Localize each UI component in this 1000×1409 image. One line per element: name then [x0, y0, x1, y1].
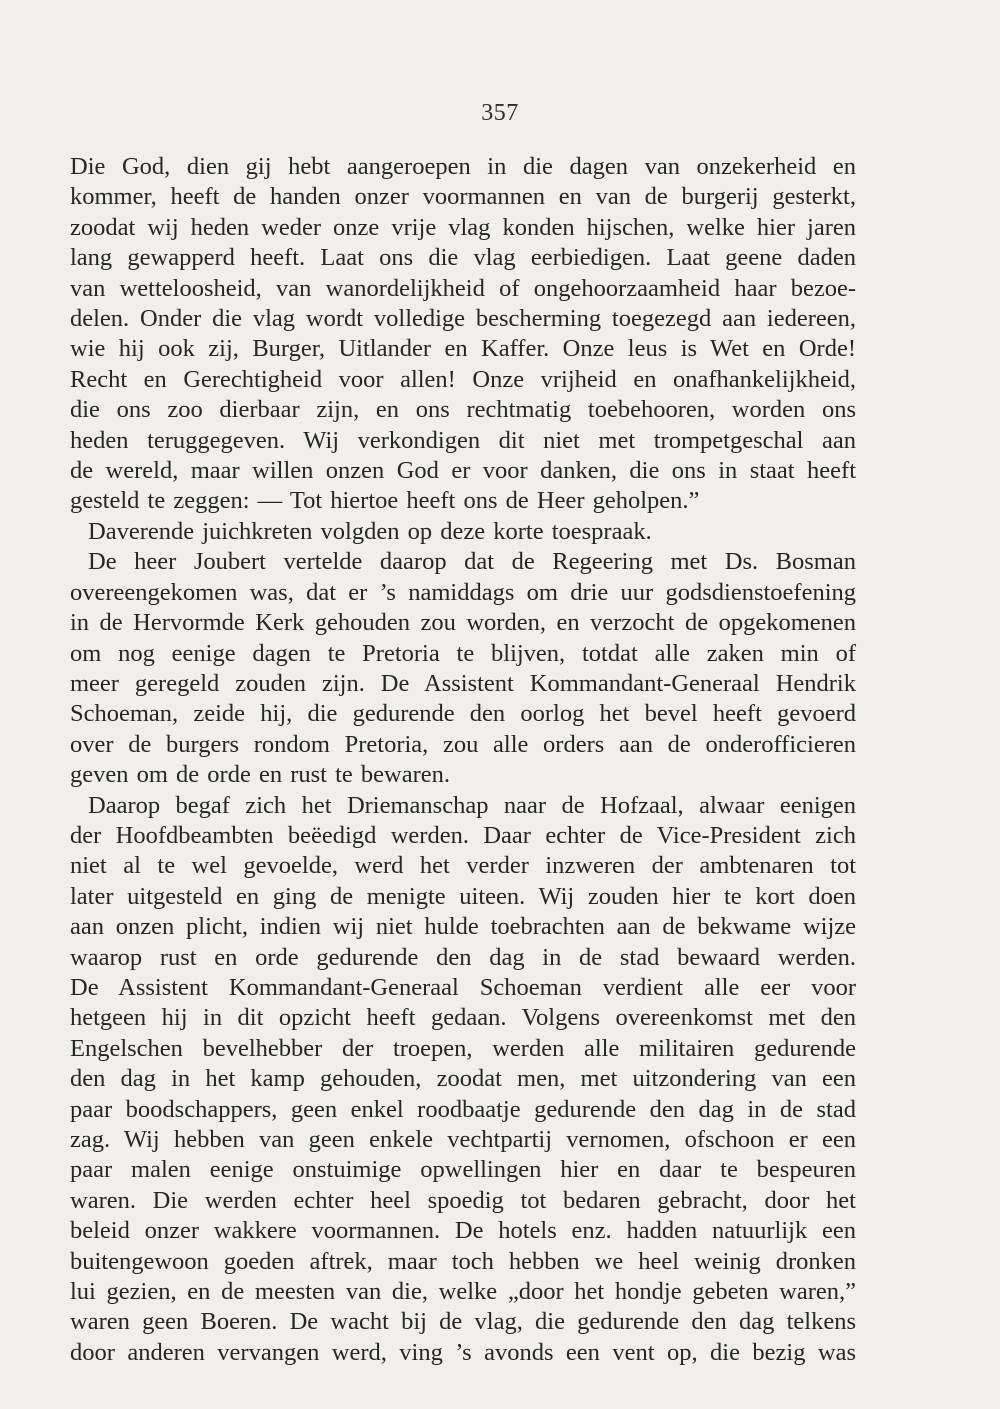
- text-line: Die God, dien gij hebt aangeroepen in die dagen van onzekerheid en: [70, 153, 856, 180]
- body-text: [70, 152, 856, 1368]
- text-line: later uitgesteld en ging de menigte uiteen. Wij zouden hier te kort doen: [70, 882, 856, 910]
- text-line: kommer, heeft de handen onzer voormannen en van de burgerij gesterkt,: [70, 183, 856, 211]
- text-line: geven om de orde en rust te bewaren.: [70, 761, 450, 789]
- text-line: De heer Joubert vertelde daarop dat de Regeering met Ds. Bosman: [88, 548, 856, 576]
- text-line: Daarop begaf zich het Driemanschap naar de Hofzaal, alwaar eenigen: [88, 791, 856, 819]
- text-line: paar malen eenige onstuimige opwellingen hier en daar te bespeuren: [70, 1156, 856, 1184]
- text-line: Engelschen bevelhebber der troepen, werden alle militairen gedurende: [70, 1034, 856, 1062]
- text-line: beleid onzer wakkere voormannen. De hotels enz. hadden natuurlijk een: [70, 1217, 856, 1245]
- text-line: paar boodschappers, geen enkel roodbaatje gedurende den dag in de stad: [70, 1095, 856, 1123]
- text-line: wie hij ook zij, Burger, Uitlander en Kaffer. Onze leus is Wet en Orde!: [70, 335, 856, 363]
- text-line: Schoeman, zeide hij, die gedurende den oorlog het bevel heeft gevoerd: [70, 700, 856, 728]
- text-line: Daverende juichkreten volgden op deze korte toespraak.: [88, 517, 652, 545]
- text-line: niet al te wel gevoelde, werd het verder inzweren der ambtenaren tot: [70, 852, 856, 880]
- text-line: meer geregeld zouden zijn. De Assistent Kommandant-Generaal Hendrik: [70, 669, 856, 697]
- text-line: De Assistent Kommandant-Generaal Schoeman verdient alle eer voor: [70, 973, 856, 1001]
- text-line: zag. Wij hebben van geen enkele vechtpartij vernomen, ofschoon er een: [70, 1126, 856, 1153]
- text-line: aan onzen plicht, indien wij niet hulde toebrachten aan de bekwame wijze: [70, 913, 856, 941]
- text-line: die ons zoo dierbaar zijn, en ons rechtmatig toebehooren, worden ons: [70, 396, 856, 424]
- text-line: om nog eenige dagen te Pretoria te blijven, totdat alle zaken min of: [70, 639, 856, 667]
- text-line: gesteld te zeggen: — Tot hiertoe heeft ons de Heer geholpen.”: [70, 487, 700, 515]
- text-line: heden teruggegeven. Wij verkondigen dit niet met trompetgeschal aan: [70, 426, 856, 454]
- text-line: door anderen vervangen werd, ving ’s avonds een vent op, die bezig was: [70, 1338, 856, 1366]
- text-line: lui gezien, en de meesten van die, welke „door het hondje gebeten waren,”: [70, 1278, 856, 1306]
- text-line: van wetteloosheid, van wanordelijkheid of ongehoorzaamheid haar bezoe-: [70, 274, 856, 302]
- text-line: in de Hervormde Kerk gehouden zou worden, en verzocht de opgekomenen: [70, 609, 856, 637]
- text-line: delen. Onder die vlag wordt volledige bescherming toegezegd aan iedereen,: [70, 305, 856, 333]
- page-number: 357: [481, 100, 519, 126]
- text-line: den dag in het kamp gehouden, zoodat men, met uitzondering van een: [70, 1065, 856, 1093]
- text-line: der Hoofdbeambten beëedigd werden. Daar echter de Vice-President zich: [70, 821, 856, 849]
- text-line: waren geen Boeren. De wacht bij de vlag, die gedurende den dag telkens: [70, 1308, 856, 1336]
- text-line: de wereld, maar willen onzen God er voor danken, die ons in staat heeft: [70, 457, 856, 485]
- text-line: buitengewoon goeden aftrek, maar toch hebben we heel weinig dronken: [70, 1247, 856, 1275]
- text-line: waarop rust en orde gedurende den dag in de stad bewaard werden.: [70, 943, 856, 971]
- text-line: overeengekomen was, dat er ’s namiddags om drie uur godsdienstoefening: [70, 578, 856, 606]
- text-line: over de burgers rondom Pretoria, zou alle orders aan de onderofficieren: [70, 730, 856, 758]
- text-line: waren. Die werden echter heel spoedig tot bedaren gebracht, door het: [70, 1186, 856, 1214]
- text-line: hetgeen hij in dit opzicht heeft gedaan. Volgens overeenkomst met den: [70, 1004, 856, 1032]
- text-line: Recht en Gerechtigheid voor allen! Onze vrijheid en onafhankelijkheid,: [70, 365, 856, 393]
- text-line: lang gewapperd heeft. Laat ons die vlag eerbiedigen. Laat geene daden: [70, 244, 856, 272]
- text-line: zoodat wij heden weder onze vrije vlag konden hijschen, welke hier jaren: [70, 213, 856, 241]
